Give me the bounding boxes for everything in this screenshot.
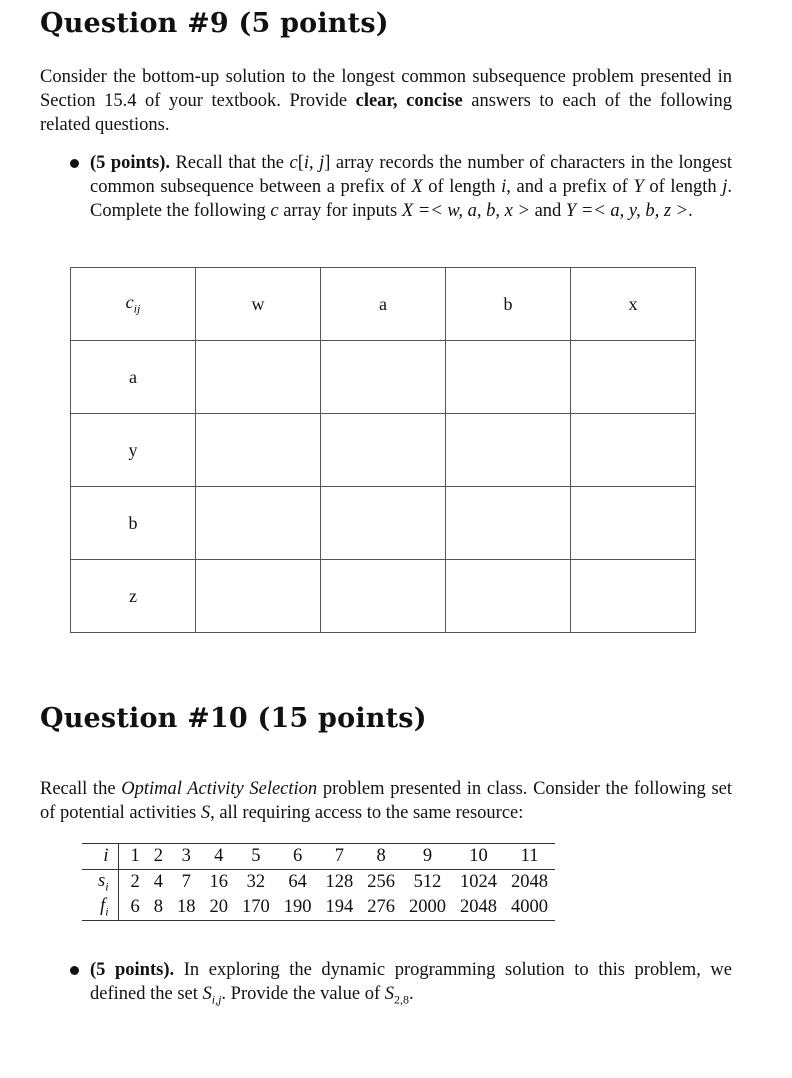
activity-cell-s: 2 xyxy=(130,872,140,892)
x-input-sequence: X =< w, a, b, x > xyxy=(401,201,530,221)
lcs-row xyxy=(71,341,696,414)
intro-text: Consider the bottom-up solution to the longest common subsequence problem presented in Section 15.4 of your textbook. Provide xyxy=(40,67,732,111)
question-10-title: Question #10 (15 points) xyxy=(40,703,427,734)
c-symbol: c xyxy=(270,201,279,221)
activity-cell-i: 6 xyxy=(277,844,319,870)
lcs-cell[interactable] xyxy=(321,487,446,560)
activity-cell-s: 64 xyxy=(288,872,307,892)
lcs-header-row xyxy=(71,268,696,341)
lcs-cell[interactable] xyxy=(571,414,696,487)
lcs-col-header: x xyxy=(571,268,696,341)
lcs-col-header: b xyxy=(446,268,571,341)
bullet-text: . Provide the value of xyxy=(221,984,385,1004)
row-label-f: $f_i$ xyxy=(82,895,118,921)
activity-cell-s: 2048 xyxy=(511,872,549,892)
lcs-cell[interactable] xyxy=(196,560,321,633)
activity-cell-f: 18 xyxy=(177,897,196,917)
bullet-text: . xyxy=(688,201,693,221)
activity-cell-i: 3 xyxy=(170,844,203,870)
intro-text: problem presented in class. Consider the following set of potential activities xyxy=(40,779,733,823)
lcs-cell[interactable] xyxy=(571,341,696,414)
lcs-row-header: b xyxy=(71,487,196,560)
activity-cell-s: 1024 xyxy=(460,872,498,892)
lcs-row xyxy=(71,487,696,560)
activity-cell-i: 11 xyxy=(504,844,555,870)
activity-cell-f: 8 xyxy=(153,897,164,917)
problem-name: Optimal Activity Selection xyxy=(121,779,318,799)
bullet-point xyxy=(70,159,79,168)
y-symbol: Y xyxy=(633,177,644,197)
lcs-row-header: a xyxy=(71,341,196,414)
lcs-cell[interactable] xyxy=(321,560,446,633)
activity-cell-i: 2 xyxy=(147,844,170,870)
activity-cell-s: 128 xyxy=(325,872,354,892)
lcs-cell[interactable] xyxy=(446,487,571,560)
lcs-cell[interactable] xyxy=(446,341,571,414)
activity-cell-f: 2000 xyxy=(409,897,447,917)
activity-cell-f: 194 xyxy=(325,897,354,917)
activity-cell-f: 2048 xyxy=(460,897,498,917)
question-10-bullet xyxy=(90,958,732,1012)
x-symbol: X xyxy=(411,177,423,197)
s-symbol: S xyxy=(200,803,211,823)
activity-cell-f: 190 xyxy=(283,897,312,917)
i-symbol: i xyxy=(303,153,310,173)
activity-cell-i: 4 xyxy=(203,844,236,870)
bullet-text: ] array records the number of characters in the longest common subsequence between a prefix of xyxy=(90,153,732,197)
lcs-c-array-table xyxy=(70,267,696,633)
lcs-row-header: z xyxy=(71,560,196,633)
activity-row-i xyxy=(82,844,555,870)
question-9-title: Question #9 (5 points) xyxy=(40,8,389,39)
activity-cell-s: 16 xyxy=(209,872,229,892)
intro-text: , all requiring access to the same resource: xyxy=(210,803,524,823)
lcs-cell[interactable] xyxy=(196,414,321,487)
lcs-row-header: y xyxy=(71,414,196,487)
activity-cell-s: 7 xyxy=(181,872,191,892)
activity-cell-s: 32 xyxy=(246,872,266,892)
activity-table xyxy=(82,843,555,921)
j-symbol: j xyxy=(319,153,325,173)
activity-cell-i: 5 xyxy=(235,844,277,870)
lcs-row xyxy=(71,414,696,487)
question-9-bullet: (5 points). Recall that the c[i, j] array records the number of characters in the longest common subsequence between a prefix of X of length i, and a prefix of Y of length j. Complete the following c array for inputs X =< w, a, b, x > and Y =< a, y, b, z >. xyxy=(90,153,732,221)
i-symbol: i xyxy=(501,177,507,197)
bullet-point xyxy=(70,966,79,975)
lcs-corner-label: $c_{ij}$ xyxy=(71,268,196,341)
bullet-text: array for inputs xyxy=(278,201,402,221)
lcs-cell[interactable] xyxy=(321,341,446,414)
activity-cell-f: 20 xyxy=(209,897,229,917)
activity-cell-i: 7 xyxy=(319,844,361,870)
activity-cell-f: 4000 xyxy=(511,897,549,917)
intro-bold-text: clear, concise xyxy=(355,91,463,111)
bullet-text: [ xyxy=(297,153,304,173)
activity-cell-s: 256 xyxy=(367,872,396,892)
activity-cell-s: 4 xyxy=(153,872,164,892)
bullet-text: . xyxy=(409,984,414,1004)
lcs-cell[interactable] xyxy=(571,560,696,633)
activity-cell-s: 512 xyxy=(413,872,442,892)
lcs-cell[interactable] xyxy=(446,414,571,487)
lcs-cell[interactable] xyxy=(321,414,446,487)
activity-row-f xyxy=(82,895,555,921)
c-symbol: c xyxy=(289,153,298,173)
bullet-text: of length xyxy=(422,177,502,197)
points-label: (5 points). xyxy=(90,153,170,173)
activity-cell-f: 170 xyxy=(242,897,270,917)
activity-cell-i: 8 xyxy=(360,844,402,870)
points-label: (5 points). xyxy=(90,960,175,980)
intro-text: Recall the xyxy=(40,779,122,799)
s-ij-symbol: $S_{i,j}$ xyxy=(202,984,222,1007)
bullet-text: , and a prefix of xyxy=(506,177,634,197)
activity-cell-f: 276 xyxy=(367,897,396,917)
row-label-s: $s_i$ xyxy=(82,870,118,896)
question-10-intro xyxy=(40,777,732,825)
lcs-cell[interactable] xyxy=(571,487,696,560)
row-label-i: i xyxy=(82,844,118,870)
lcs-row xyxy=(71,560,696,633)
lcs-col-header: a xyxy=(321,268,446,341)
lcs-cell[interactable] xyxy=(196,341,321,414)
bullet-text: . Complete the following xyxy=(90,177,732,221)
bullet-text: Recall that the xyxy=(170,153,290,173)
y-input-sequence: Y =< a, y, b, z > xyxy=(565,201,689,221)
lcs-cell[interactable] xyxy=(196,487,321,560)
activity-row-s xyxy=(82,870,555,896)
s-28-symbol: $S_{2,8}$ xyxy=(384,984,410,1007)
bullet-text: and xyxy=(529,201,566,221)
lcs-col-header: w xyxy=(196,268,321,341)
intro-text-end: answers to each of the following related questions. xyxy=(40,91,732,135)
bullet-text: of length xyxy=(643,177,723,197)
question-9-intro xyxy=(40,65,732,137)
activity-cell-i: 9 xyxy=(402,844,453,870)
activity-cell-f: 6 xyxy=(130,897,140,917)
bullet-text: In exploring the dynamic programming solution to this problem, we defined the set xyxy=(90,960,732,1004)
j-symbol: j xyxy=(722,177,728,197)
activity-cell-i: 10 xyxy=(453,844,504,870)
activity-cell-i: 1 xyxy=(118,844,147,870)
lcs-cell[interactable] xyxy=(446,560,571,633)
